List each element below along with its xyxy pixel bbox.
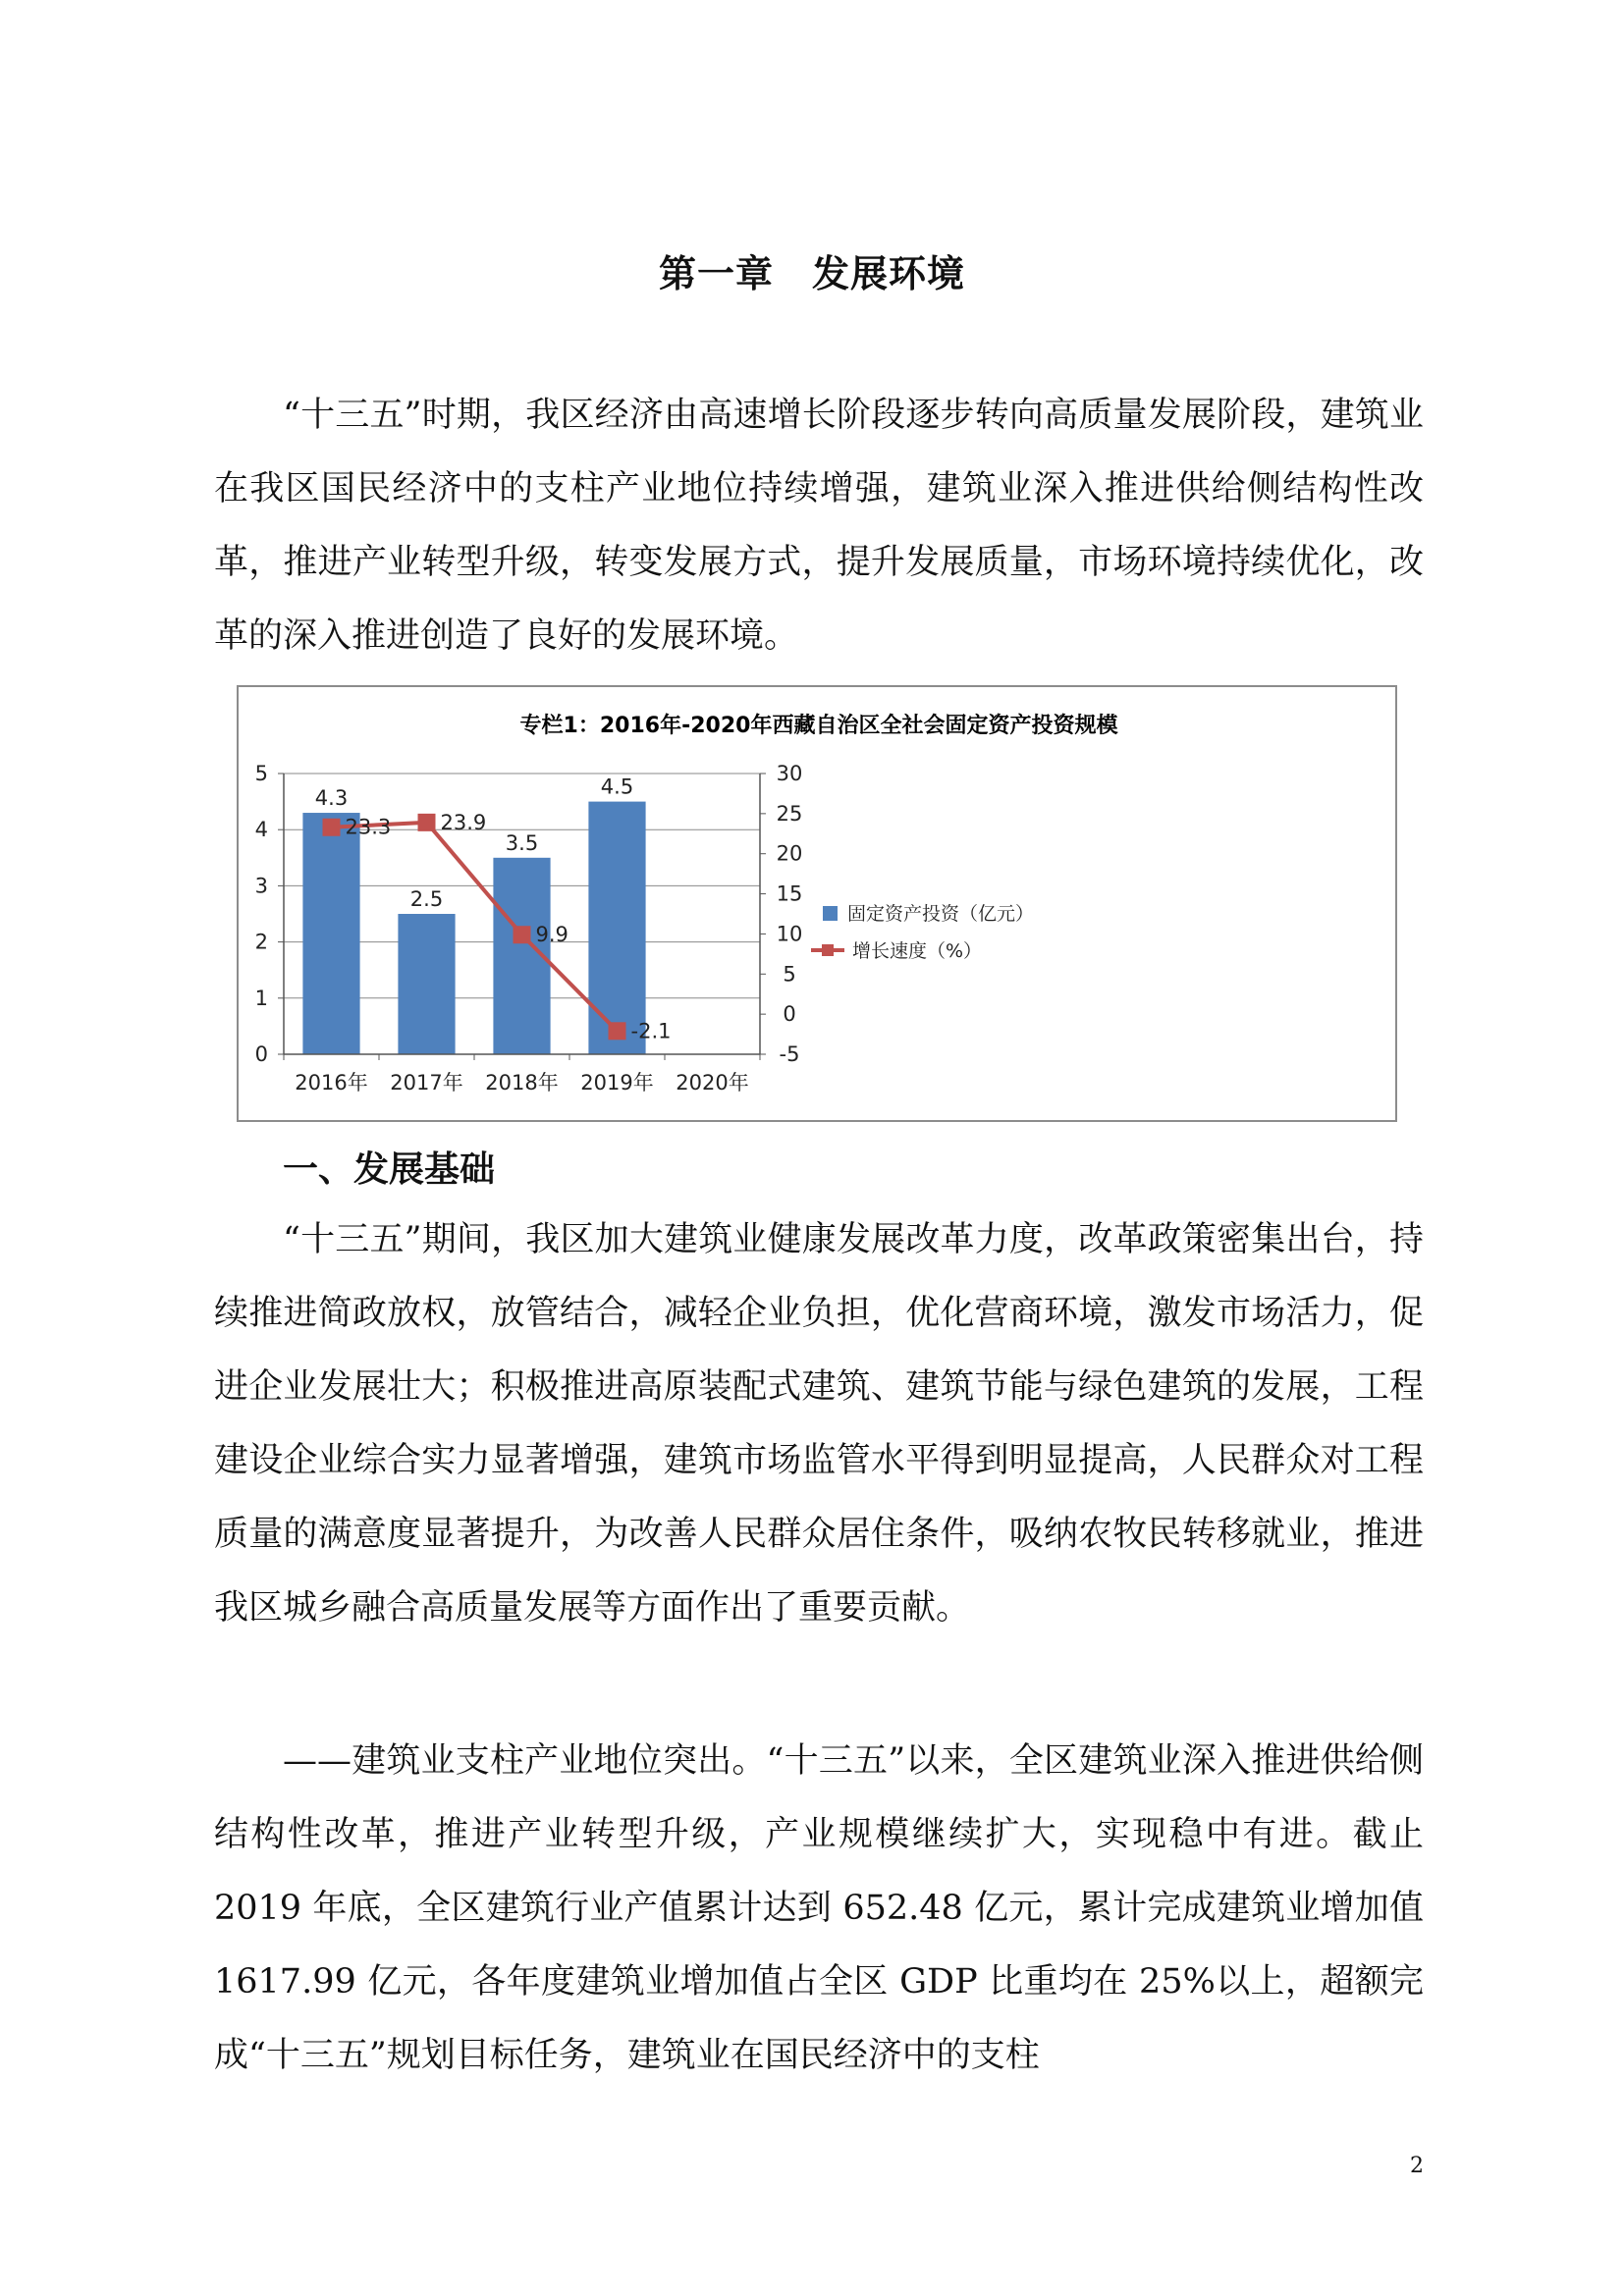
investment-chart bbox=[237, 685, 1397, 1122]
bar bbox=[588, 802, 645, 1054]
left-axis-tick: 3 bbox=[254, 874, 268, 898]
chapter-title: 第一章 发展环境 bbox=[658, 251, 965, 295]
right-axis-tick: 10 bbox=[776, 922, 803, 946]
line-label: -2.1 bbox=[630, 1019, 672, 1043]
bar-label: 3.5 bbox=[505, 830, 539, 855]
pillar-paragraph: ——建筑业支柱产业地位突出。“十三五”以来，全区建筑业深入推进供给侧结构性改革，推进产业转型升级，产业规模继续扩大，实现稳中有进。截止 2019 年底，全区建筑行业产值累计达到 652.48 亿元，累计完成建筑业增加值 1617.99 亿元，各年度建筑业增加值占全区 GDP 比重均在 25%以上，超额完成“十三五”规划目标任务，建筑业在国民经济中的支柱 bbox=[214, 1741, 1424, 2075]
intro-paragraph: “十三五”时期，我区经济由高速增长阶段逐步转向高质量发展阶段，建筑业在我区国民经济中的支柱产业地位持续增强，建筑业深入推进供给侧结构性改革，推进产业转型升级，转变发展方式，提升发展质量，市场环境持续优化，改革的深入推进创造了良好的发展环境。 bbox=[214, 396, 1424, 656]
line-marker bbox=[609, 1022, 626, 1040]
line-marker bbox=[323, 819, 341, 836]
right-axis-tick: 15 bbox=[776, 881, 803, 906]
left-axis-tick: 4 bbox=[254, 818, 268, 842]
chart-legend bbox=[811, 903, 1034, 962]
right-axis-tick: 5 bbox=[783, 962, 796, 987]
growth-line bbox=[332, 823, 618, 1031]
section-heading: 一、发展基础 bbox=[283, 1148, 496, 1190]
bar-label: 4.5 bbox=[600, 774, 634, 799]
bar-label: 2.5 bbox=[409, 887, 444, 911]
x-axis-tick: 2016年 bbox=[295, 1071, 368, 1095]
right-axis-tick: 25 bbox=[776, 801, 803, 826]
line-label: 23.9 bbox=[440, 810, 487, 834]
right-axis-tick: 30 bbox=[776, 762, 803, 785]
line-marker bbox=[514, 926, 531, 943]
left-axis-tick: 5 bbox=[254, 762, 268, 785]
chart-title: 专栏1：2016年-2020年西藏自治区全社会固定资产投资规模 bbox=[519, 714, 1118, 738]
legend-bar-label: 固定资产投资（亿元） bbox=[847, 903, 1035, 925]
chart-bars bbox=[302, 802, 645, 1054]
chart-line bbox=[323, 814, 626, 1040]
bar bbox=[302, 813, 359, 1054]
page-number: 2 bbox=[1410, 2154, 1424, 2178]
left-axis-tick: 1 bbox=[254, 986, 268, 1010]
section-paragraph: “十三五”期间，我区加大建筑业健康发展改革力度，改革政策密集出台，持续推进简政放权，放管结合，减轻企业负担，优化营商环境，激发市场活力，促进企业发展壮大；积极推进高原装配式建筑、建筑节能与绿色建筑的发展，工程建设企业综合实力显著增强，建筑市场监管水平得到明显提高，人民群众对工程质量的满意度显著提升，为改善人民群众居住条件，吸纳农牧民转移就业，推进我区城乡融合高质量发展等方面作出了重要贡献。 bbox=[214, 1220, 1424, 1628]
x-axis-tick: 2017年 bbox=[390, 1071, 463, 1095]
x-axis-tick: 2018年 bbox=[485, 1071, 559, 1095]
line-label: 9.9 bbox=[535, 923, 568, 947]
bar bbox=[398, 914, 455, 1054]
bar-label: 4.3 bbox=[314, 786, 349, 811]
legend-bar-swatch bbox=[823, 906, 838, 921]
line-label: 23.3 bbox=[345, 815, 392, 839]
legend-line-label: 增长速度（%） bbox=[852, 940, 983, 962]
right-axis-tick: 0 bbox=[783, 1002, 796, 1027]
left-axis-tick: 2 bbox=[254, 930, 268, 954]
legend-line-marker bbox=[822, 944, 834, 956]
line-marker bbox=[418, 814, 436, 831]
chart-canvas bbox=[239, 687, 1399, 1124]
left-axis-tick: 0 bbox=[254, 1042, 268, 1066]
right-axis-tick: 20 bbox=[776, 841, 803, 866]
right-axis-tick: -5 bbox=[779, 1042, 800, 1066]
x-axis-tick: 2020年 bbox=[676, 1071, 749, 1095]
x-axis-tick: 2019年 bbox=[580, 1071, 654, 1095]
